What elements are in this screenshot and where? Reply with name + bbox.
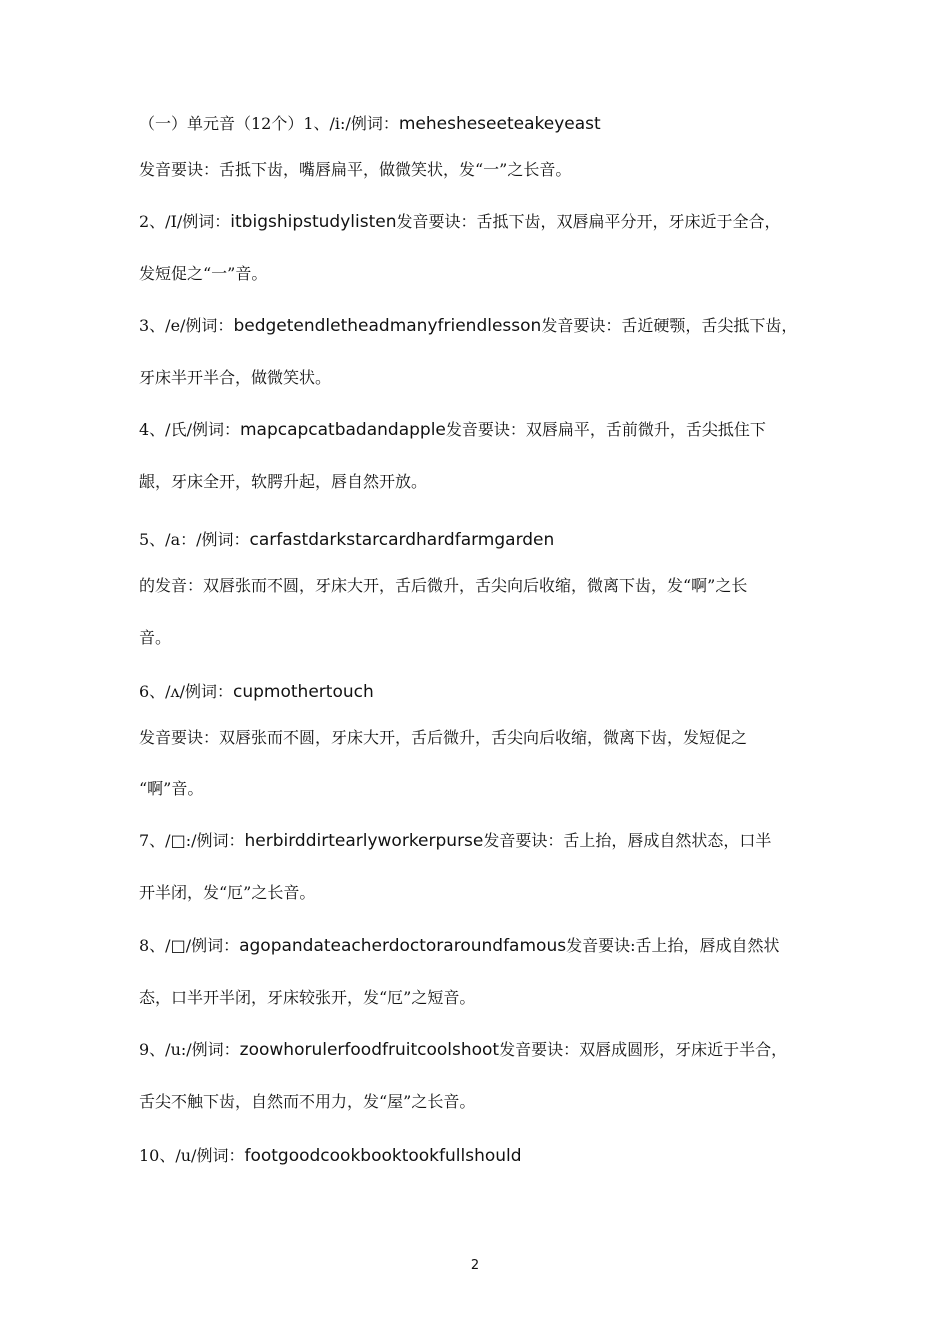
text-segment: 7、/□:/例词：: [139, 831, 245, 850]
text-segment: 发短促之“一”音。: [139, 264, 268, 283]
text-segment: “啊”音。: [139, 779, 204, 798]
example-words: carfastdarkstarcardhardfarmgarden: [249, 530, 555, 550]
text-line: [139, 777, 829, 801]
text-segment: 发音要诀：双唇张而不圆，牙床大开，舌后微升，舌尖向后收缩，微离下齿，发短促之: [139, 728, 748, 747]
text-segment: 4、/氏/例词：: [139, 420, 240, 439]
text-segment: 发音要诀：舌抵下齿，嘴唇扁平，做微笑状，发“一”之长音。: [139, 160, 572, 179]
text-segment: 态，口半开半闭，牙床较张开，发“厄”之短音。: [139, 988, 476, 1007]
page-number: 2: [470, 1258, 480, 1273]
text-segment: 6、/ʌ/例词：: [139, 682, 234, 701]
text-segment: 的发音：双唇张而不圆，牙床大开，舌后微升，舌尖向后收缩，微离下齿，发“啊”之长: [139, 576, 748, 595]
text-line: [139, 626, 829, 650]
text-line: [139, 829, 829, 853]
text-line: [139, 262, 829, 286]
text-line: [139, 986, 829, 1010]
example-words: cupmothertouch: [233, 682, 374, 702]
text-segment: 5、/a：/例词：: [139, 530, 250, 549]
text-line: [139, 881, 829, 905]
example-words: zoowhorulerfoodfruitcoolshoot: [239, 1040, 500, 1060]
text-segment: 发音要诀：舌上抬，唇成自然状态，口半: [483, 831, 772, 850]
text-segment: 发音要诀:舌上抬，唇成自然状: [566, 936, 780, 955]
text-segment: 3、/e/例词：: [139, 316, 234, 335]
text-line: [139, 210, 829, 234]
example-words: footgoodcookbooktookfullshould: [244, 1146, 522, 1166]
text-line: [139, 158, 829, 182]
text-segment: 8、/□/例词：: [139, 936, 240, 955]
text-line: [139, 528, 829, 552]
text-segment: 9、/u:/例词：: [139, 1040, 240, 1059]
example-words: bedgetendletheadmanyfriendlesson: [233, 316, 542, 336]
text-line: [139, 1144, 829, 1168]
text-segment: 2、/I/例词：: [139, 212, 231, 231]
text-line: [139, 680, 829, 704]
text-line: [139, 112, 829, 136]
text-line: [139, 574, 829, 598]
text-segment: 牙床半开半合，做微笑状。: [139, 368, 332, 387]
text-line: [139, 1090, 829, 1114]
example-words: mapcapcatbadandapple: [239, 420, 446, 440]
example-words: agopandateacherdoctoraroundfamous: [239, 936, 567, 956]
example-words: mehesheseeteakeyeast: [398, 114, 601, 134]
example-words: itbigshipstudylisten: [230, 212, 397, 232]
text-line: [139, 470, 829, 494]
text-segment: 开半闭，发“厄”之长音。: [139, 883, 316, 902]
example-words: herbirddirtearlyworkerpurse: [244, 831, 484, 851]
text-segment: 发音要诀：双唇成圆形，牙床近于半合，: [499, 1040, 788, 1059]
text-segment: 发音要诀：舌抵下齿，双唇扁平分开，牙床近于全合，: [396, 212, 781, 231]
text-line: [139, 314, 829, 338]
text-segment: 音。: [139, 628, 172, 647]
text-line: [139, 366, 829, 390]
text-segment: 发音要诀：双唇扁平，舌前微升，舌尖抵住下: [445, 420, 766, 439]
text-segment: （一）单元音（12个）1、/i:/例词：: [139, 114, 399, 133]
text-segment: 发音要诀：舌近硬颚，舌尖抵下齿，: [541, 316, 798, 335]
text-segment: 舌尖不触下齿，自然而不用力，发“屋”之长音。: [139, 1092, 476, 1111]
text-line: [139, 418, 829, 442]
text-line: [139, 934, 829, 958]
text-line: [139, 1038, 829, 1062]
text-line: [139, 726, 829, 750]
text-segment: 龈，牙床全开，软腭升起，唇自然开放。: [139, 472, 428, 491]
text-segment: 10、/u/例词：: [139, 1146, 245, 1165]
